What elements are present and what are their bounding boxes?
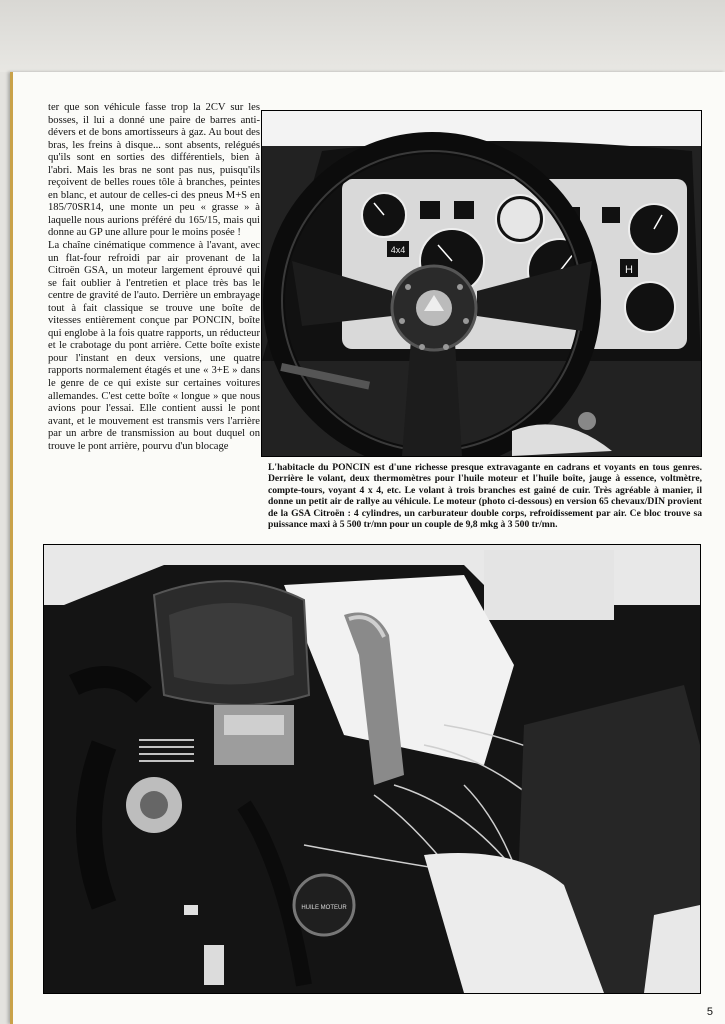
page-number: 5 [706,1006,713,1018]
dashboard-photo [261,110,702,457]
high-gear-label: H [625,264,633,276]
photo-caption: L'habitacle du PONCIN est d'une richesse presque extravagante en cadrans et voyants en tous genres. Derrière le volant, deux thermomètres pour l'huile moteur et l'huile boîte, jauge à essence, voltmètre, compte-tours, voyant 4 x 4, etc. Le volant à trois branches est gainé de cuir. Très agréable à manier, il donne un petit air de rallye au véhicule. Le moteur (photo ci-dessous) en version 65 chevaux/DIN provient de la GSA Citroën : 4 cylindres, un carburateur double corps, refroidissement par air. Ce bloc trouve sa puissance maxi à 5 500 tr/mn pour un couple de 9,8 mkg à 3 500 tr/mn. [268,462,702,531]
scan-background [0,0,725,72]
article-paragraph-2: La chaîne cinématique commence à l'avant, avec un flat-four refroidi par air provenant de la Citroën GSA, un moteur largement éprouvé qui se fait oublier à l'entretien et place très bas le centre de gravité de l'auto. Derrière un embrayage tout à fait classique se trouve une boîte de vitesses entièrement conçue par PONCIN, boîte qui englobe à la fois quatre rapports, un réducteur et le crabotage du pont arrière. Cette boîte existe pour l'instant en deux versions, une quatre rapports normalement étagés et une « 3+E » dans le genre de ce qui existe sur certaines voitures allemandes. C'est cette boîte « longue » que nous avions pour l'essai. Elle contient aussi le pont avant, et le mouvement est transmis vers l'arrière par un arbre de transmission au bout duquel on trouve le pont arrière, pourvu d'un blocage [48,240,260,452]
article-column [48,102,260,453]
article-paragraph-1: ter que son véhicule fasse trop la 2CV sur les bosses, il lui a donné une paire de barres anti-dévers et de bons amortisseurs à gaz. Au bout des bras, les freins à disque... sont absents, relégués qu'ils sont en sorties des différentiels, bien à l'abri. Mais les bras ne sont pas nus, puisqu'ils reçoivent de belles roues tôle à branches, peintes en blanc, et autour de celles-ci des pneus M+S en 185/70SR14, une monte un peu « grasse » à laquelle nous aurions préféré du 165/15, mais qui donne au GP une allure pour le moins posée ! [48,102,260,239]
engine-photo [43,544,701,994]
magazine-page [10,72,725,1024]
four-wheel-drive-label: 4x4 [390,245,406,255]
oil-cap-label: HUILE MOTEUR [301,905,347,911]
page-edge [10,72,13,1024]
